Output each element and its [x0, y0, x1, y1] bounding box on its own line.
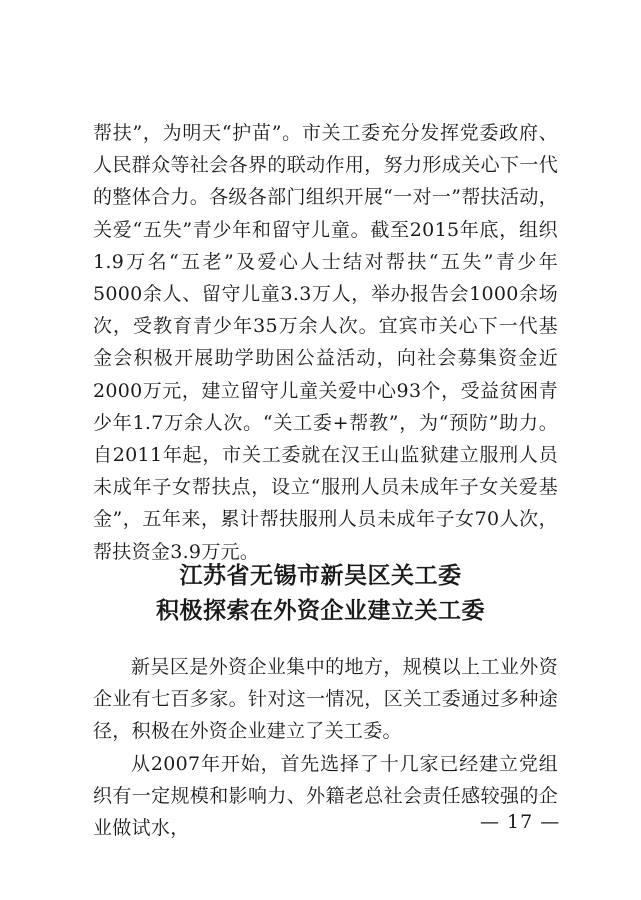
body-paragraph: 从2007年开始，首先选择了十几家已经建立党组织有一定规模和影响力、外籍老总社会责任感较强的企业做试水， — [93, 752, 558, 840]
body-paragraph: 新吴区是外资企业集中的地方，规模以上工业外资企业有七百多家。针对这一情况，区关工委通过多种途径，积极在外资企业建立了关工委。 — [93, 656, 558, 743]
page-number: — 17 — — [480, 811, 561, 833]
section-title-line-2: 积极探索在外资企业建立关工委 — [156, 598, 485, 624]
section-title-line-1: 江苏省无锡市新吴区关工委 — [179, 563, 462, 589]
body-paragraph-continued: 帮扶”，为明天“护苗”。市关工委充分发挥党委政府、人民群众等社会各界的联动作用，努力形成关心下一代的整体合力。各级各部门组织开展“一对一”帮扶活动，关爱“五失”青少年和留守儿童。截至2015年底，组织1.9万名“五老”及爱心人士结对帮扶“五失”青少年5000余人、留守儿童3.3万人，举办报告会1000余场次，受教育青少年35万余人次。宜宾市关心下一代基金会积极开展助学助困公益活动，向社会募集资金近2000万元，建立留守儿童关爱中心93个，受益贫困青少年1.7万余人次。“关工委+帮教”，为“预防”助力。自2011年起，市关工委就在汉王山监狱建立服刑人员未成年子女帮扶点，设立“服刑人员未成年子女关爱基金”，五年来，累计帮扶服刑人员未成年子女70人次，帮扶资金3.9万元。 — [93, 122, 558, 563]
